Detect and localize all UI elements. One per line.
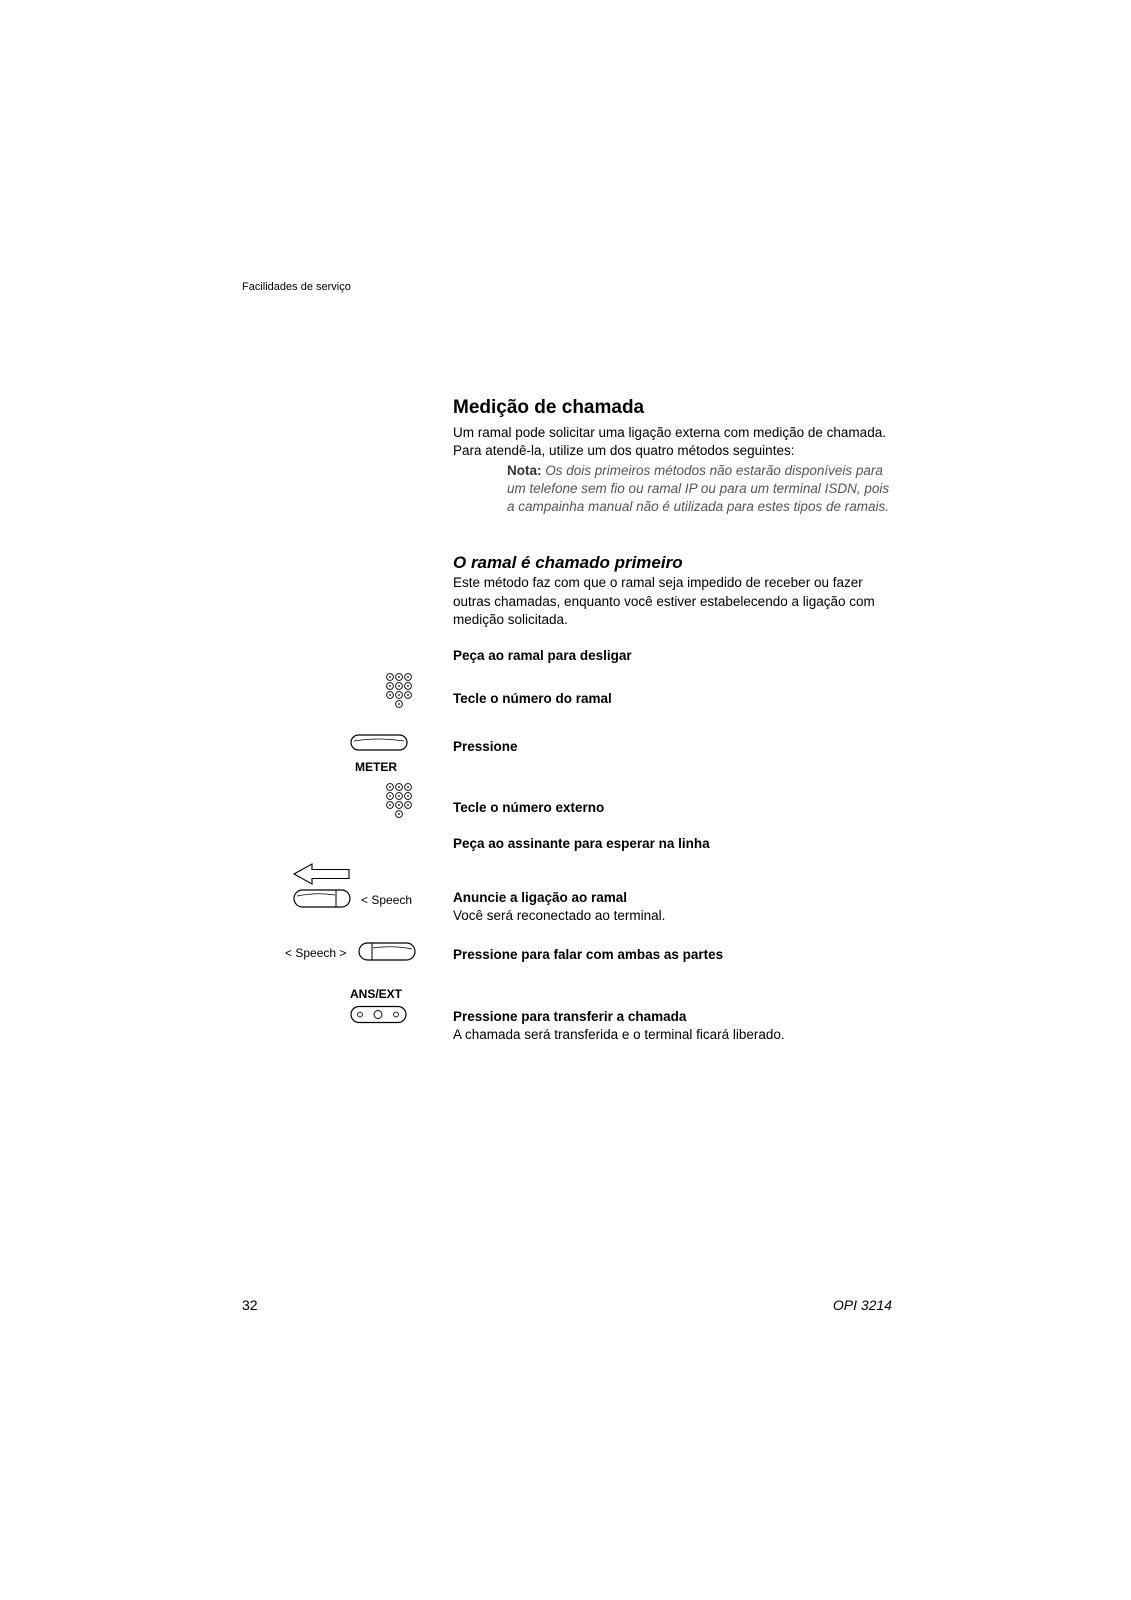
section-subtitle: O ramal é chamado primeiro [453,553,683,572]
step-title: Pressione para transferir a chamada [453,1009,687,1024]
step-title: Pressione [453,739,518,754]
step-5 [453,835,710,853]
step-detail: Você será reconectado ao terminal. [453,908,666,923]
document-id: OPI 3214 [832,1297,892,1313]
step-title: Anuncie a ligação ao ramal [453,890,628,905]
step-1 [453,647,632,665]
step-title: Peça ao assinante para esperar na linha [453,836,710,851]
step-4 [453,799,604,817]
step-title: Pressione para falar com ambas as partes [453,947,724,962]
step-8 [453,1008,785,1044]
note-label: Nota: [507,463,542,478]
note-block [507,462,892,516]
keypad-icon [385,783,415,823]
speech-key-icon [293,888,353,910]
step-title: Tecle o número externo [453,800,605,815]
keypad-icon [385,673,415,713]
ans-ext-key-icon [350,1005,410,1025]
meter-key-icon [350,733,410,753]
step-7 [453,946,723,964]
arrow-left-icon [293,862,353,886]
step-3 [453,738,518,756]
section-intro: Este método faz com que o ramal seja impedido de receber ou fazer outras chamadas, enquanto você estiver estabelecendo a ligação com medição solicitada. [453,575,875,627]
page-title: Medição de chamada [453,397,645,418]
speech-both-key-icon [358,941,418,963]
intro-paragraph: Um ramal pode solicitar uma ligação externa com medição de chamada. Para atendê-la, utilize um dos quatro métodos seguintes: [453,425,886,458]
page-number: 32 [242,1297,258,1313]
step-title: Tecle o número do ramal [453,691,612,706]
step-detail: A chamada será transferida e o terminal ficará liberado. [453,1027,785,1042]
ans-ext-key-label: ANS/EXT [350,987,403,1001]
running-header: Facilidades de serviço [242,281,351,293]
note-text: Os dois primeiros métodos não estarão disponíveis para um telefone sem fio ou ramal IP ou para um terminal ISDN, pois a campainha manual não é utilizada para estes tipos de ramais. [507,463,890,514]
meter-key-label: METER [355,760,397,774]
speech-both-key-label: < Speech > [285,946,347,960]
speech-key-label: < Speech [361,893,413,907]
step-2 [453,690,612,708]
step-title: Peça ao ramal para desligar [453,648,632,663]
step-6 [453,889,665,925]
